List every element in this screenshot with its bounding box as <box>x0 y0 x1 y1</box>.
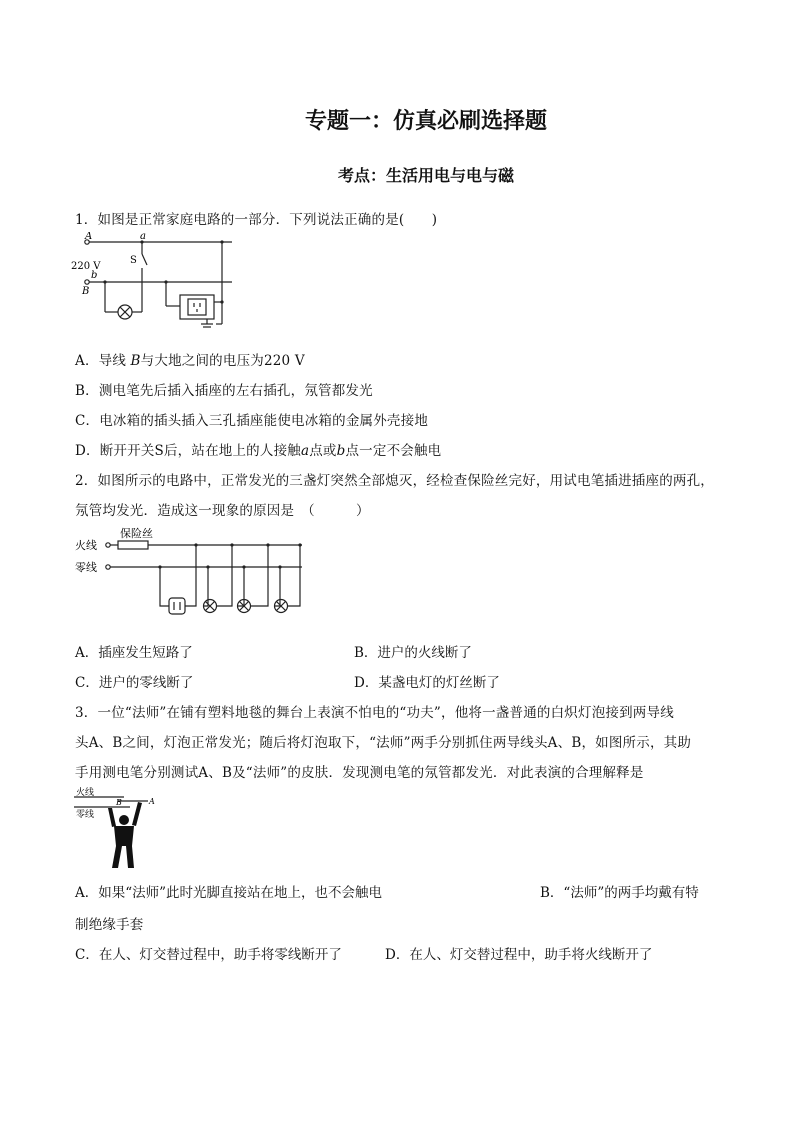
q3-performer-figure <box>72 786 162 872</box>
q3-fig-label-B: B <box>116 798 122 807</box>
q2-option-a[interactable]: A．插座发生短路了 <box>75 645 193 661</box>
q1-fig-label-A: A <box>85 232 93 242</box>
q2-option-b[interactable]: B．进户的火线断了 <box>354 645 472 661</box>
q2-option-c[interactable]: C．进户的零线断了 <box>75 675 194 691</box>
q3-fig-label-live: 火线 <box>76 788 95 798</box>
q1-fig-label-a: a <box>140 232 146 242</box>
q1-option-d[interactable]: D．断开开关S后，站在地上的人接触a点或b点一定不会触电 <box>75 443 442 459</box>
q1-option-a[interactable]: A．导线 B与大地之间的电压为220 V <box>75 353 305 369</box>
q1-option-c[interactable]: C．电冰箱的插头插入三孔插座能使电冰箱的金属外壳接地 <box>75 413 429 429</box>
q1-circuit-diagram <box>70 232 245 332</box>
q2-option-d[interactable]: D．某盏电灯的灯丝断了 <box>354 675 500 691</box>
q1-fig-label-B: B <box>82 286 90 297</box>
q2-fig-label-live: 火线 <box>75 539 97 552</box>
q3-fig-label-neutral: 零线 <box>76 810 95 820</box>
q2-circuit-diagram <box>72 524 312 624</box>
q1-fig-label-voltage: 220 V <box>71 261 101 272</box>
q2-stem-line1: 2．如图所示的电路中，正常发光的三盏灯突然全部熄灭，经检查保险丝完好，用试电笔插进插座的两孔， <box>75 473 714 489</box>
q3-option-a[interactable]: A．如果“法师”此时光脚直接站在地上，也不会触电 <box>75 885 383 901</box>
q3-stem-line2: 头A、B之间，灯泡正常发光；随后将灯泡取下，“法师”两手分别抓住两导线头A、B，如图所示，其助 <box>75 735 692 751</box>
page-title: 专题一：仿真必刷选择题 <box>304 109 547 134</box>
q3-stem-line1: 3．一位“法师”在铺有塑料地毯的舞台上表演不怕电的“功夫”，他将一盏普通的白炽灯泡接到两导线 <box>75 705 674 721</box>
q1-fig-label-S: S <box>130 255 137 266</box>
q2-fig-label-neutral: 零线 <box>75 561 97 574</box>
q3-stem-line3: 手用测电笔分别测试A、B及“法师”的皮肤．发现测电笔的氖管都发光．对此表演的合理解释是 <box>75 765 644 781</box>
page-subtitle: 考点：生活用电与电与磁 <box>337 166 514 185</box>
q2-fig-label-fuse: 保险丝 <box>120 527 153 540</box>
q3-option-d[interactable]: D．在人、灯交替过程中，助手将火线断开了 <box>385 947 653 963</box>
q3-option-b[interactable]: B．“法师”的两手均戴有特 <box>540 885 699 901</box>
q1-stem: 1．如图是正常家庭电路的一部分．下列说法正确的是( ) <box>75 212 438 228</box>
q3-option-c[interactable]: C．在人、灯交替过程中，助手将零线断开了 <box>75 947 342 963</box>
q1-fig-label-b: b <box>91 270 98 281</box>
q2-stem-line2: 氖管均发光．造成这一现象的原因是 （ ） <box>75 503 370 519</box>
q3-option-b-continued[interactable]: 制绝缘手套 <box>75 917 144 933</box>
q3-fig-label-A: A <box>149 797 155 806</box>
q1-option-b[interactable]: B．测电笔先后插入插座的左右插孔，氖管都发光 <box>75 383 373 399</box>
